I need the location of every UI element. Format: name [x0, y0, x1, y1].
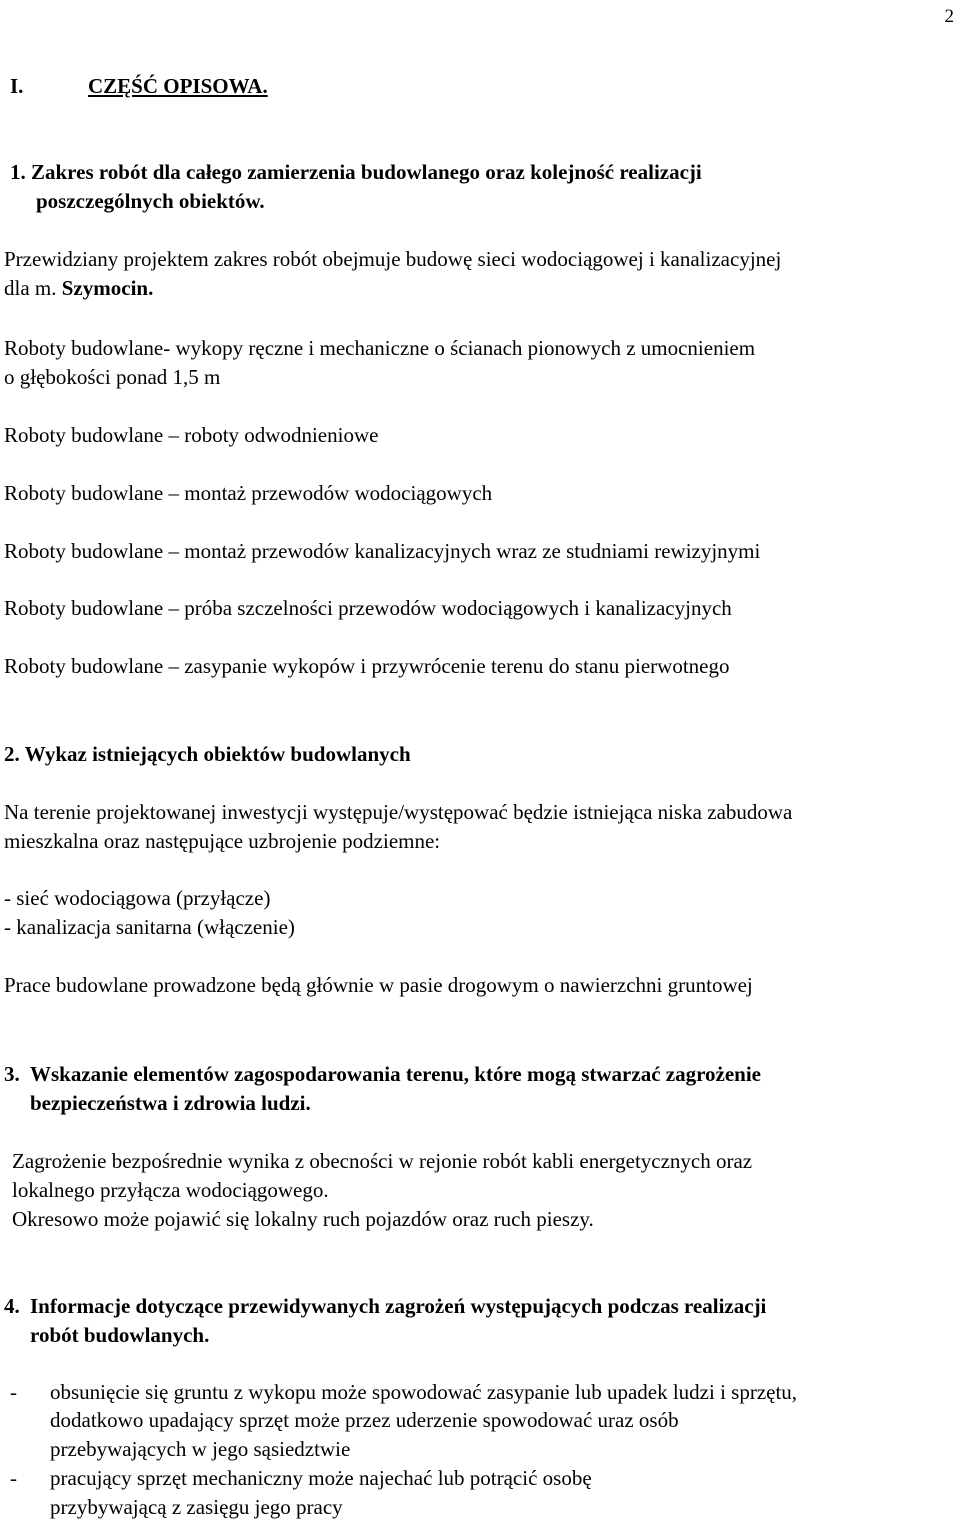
- section4-heading-line1: Informacje dotyczące przewidywanych zagrożeń występujących podczas realizacji: [30, 1294, 767, 1318]
- section1-heading-line2: poszczególnych obiektów.: [36, 189, 265, 213]
- bullet-dash: -: [10, 1380, 17, 1404]
- bullet2-line2: przybywającą z zasięgu jego pracy: [50, 1495, 343, 1519]
- works-line-4: Roboty budowlane – montaż przewodów wodociągowych: [4, 481, 493, 505]
- bullet-dash: -: [10, 1466, 17, 1490]
- page-number: 2: [944, 6, 954, 27]
- section1-intro-line2: [4, 274, 153, 303]
- part-number: I.: [10, 74, 24, 98]
- section3-number: 3.: [4, 1062, 20, 1086]
- intro-prefix: dla m.: [4, 276, 57, 300]
- section2-line1: Na terenie projektowanej inwestycji występuje/występować będzie istniejąca niska zabudowa: [4, 800, 793, 824]
- intro-place: Szymocin.: [61, 276, 154, 300]
- section3-line2: lokalnego przyłącza wodociągowego.: [12, 1178, 329, 1202]
- section1-intro-line1: Przewidziany projektem zakres robót obejmuje budowę sieci wodociągowej i kanalizacyjnej: [4, 247, 782, 271]
- part-title: CZĘŚĆ OPISOWA.: [88, 74, 268, 98]
- works-line-7: Roboty budowlane – zasypanie wykopów i przywrócenie terenu do stanu pierwotnego: [4, 654, 730, 678]
- section3-line1: Zagrożenie bezpośrednie wynika z obecności w rejonie robót kabli energetycznych oraz: [12, 1149, 753, 1173]
- works-line-2: o głębokości ponad 1,5 m: [4, 365, 221, 389]
- bullet1-line1: obsunięcie się gruntu z wykopu może spowodować zasypanie lub upadek ludzi i sprzętu,: [50, 1380, 798, 1404]
- works-line-5: Roboty budowlane – montaż przewodów kanalizacyjnych wraz ze studniami rewizyjnymi: [4, 539, 761, 563]
- section2-heading: 2. Wykaz istniejących obiektów budowlanych: [4, 742, 411, 766]
- works-line-1: Roboty budowlane- wykopy ręczne i mechaniczne o ścianach pionowych z umocnieniem: [4, 336, 756, 360]
- section2-line2: mieszkalna oraz następujące uzbrojenie podziemne:: [4, 829, 441, 853]
- section3-heading-line2: bezpieczeństwa i zdrowia ludzi.: [30, 1091, 311, 1115]
- works-line-3: Roboty budowlane – roboty odwodnieniowe: [4, 423, 379, 447]
- section2-note: Prace budowlane prowadzone będą głównie w pasie drogowym o nawierzchni gruntowej: [4, 973, 753, 997]
- section4-number: 4.: [4, 1294, 20, 1318]
- works-line-6: Roboty budowlane – próba szczelności przewodów wodociągowych i kanalizacyjnych: [4, 596, 732, 620]
- section3-line3: Okresowo może pojawić się lokalny ruch pojazdów oraz ruch pieszy.: [12, 1207, 594, 1231]
- bullet2-line1: pracujący sprzęt mechaniczny może najechać lub potrącić osobę: [50, 1466, 592, 1490]
- section4-heading-line2: robót budowlanych.: [30, 1323, 210, 1347]
- bullet1-line3: przebywających w jego sąsiedztwie: [50, 1437, 351, 1461]
- bullet1-line2: dodatkowo upadający sprzęt może przez uderzenie spowodować uraz osób: [50, 1408, 679, 1432]
- utility-item-2: - kanalizacja sanitarna (włączenie): [4, 915, 295, 939]
- section1-heading-line1: 1. Zakres robót dla całego zamierzenia budowlanego oraz kolejność realizacji: [10, 160, 702, 184]
- utility-item-1: - sieć wodociągowa (przyłącze): [4, 886, 271, 910]
- section3-heading-line1: Wskazanie elementów zagospodarowania terenu, które mogą stwarzać zagrożenie: [30, 1062, 762, 1086]
